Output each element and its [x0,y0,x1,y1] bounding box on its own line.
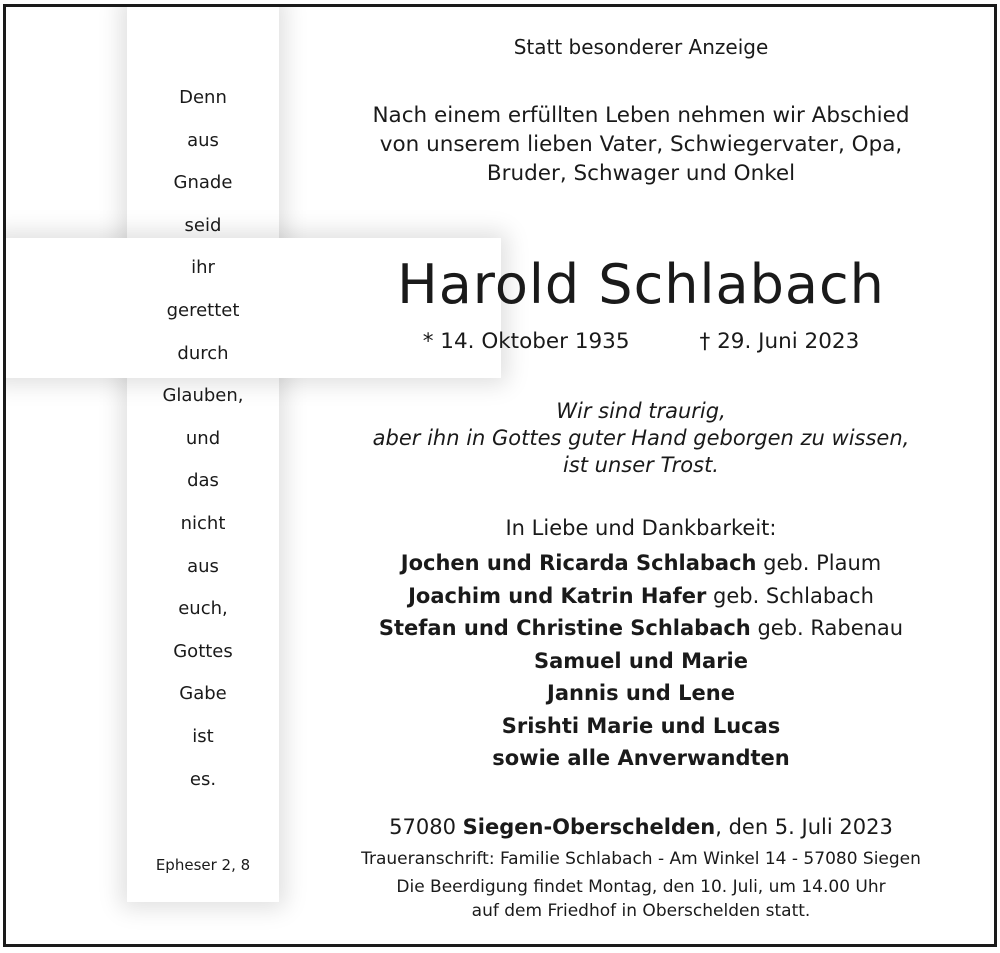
family-list [316,547,966,775]
verse-word: seid [184,214,222,236]
bible-verse [127,77,279,801]
verse-word: Gabe [179,683,227,705]
verse-word: nicht [180,512,226,534]
verse-word: und [185,427,221,449]
verse-word: aus [187,129,219,151]
intro-text: Nach einem erfüllten Leben nehmen wir Abschied von unserem lieben Vater, Schwiegervater, Opa, Bruder, Schwager und Onkel [372,103,910,186]
deceased-name: Harold Schlabach [397,253,885,316]
family-entry: Srishti Marie und Lucas [501,713,781,738]
funeral-info: Die Beerdigung findet Montag, den 10. Juli, um 14.00 Uhr auf dem Friedhof in Oberschelden statt. [396,877,886,921]
verse-word: es. [189,768,217,790]
verse-word: Gnade [173,172,233,194]
quote: Wir sind traurig, aber ihn in Gottes guter Hand geborgen zu wissen, ist unser Trost. [372,399,910,477]
header-line: Statt besonderer Anzeige [513,35,769,59]
verse-word: aus [187,555,219,577]
place-and-date: 57080 Siegen-Oberschelden, den 5. Juli 2023 [389,815,893,839]
verse-word: Denn [179,87,227,108]
life-dates [316,329,966,354]
verse-word: durch [177,342,229,364]
family-entry: sowie alle Anverwandten [492,746,790,770]
obituary-notice [3,4,997,947]
verse-word: gerettet [166,299,240,321]
verse-word: euch, [178,598,228,620]
death-date: † 29. Juni 2023 [699,329,860,354]
family-entry: Joachim und Katrin Hafer geb. Schlabach [408,583,874,608]
birth-date: * 14. Oktober 1935 [422,329,630,354]
verse-word: Gottes [173,640,233,662]
family-entry: Samuel und Marie [534,648,748,673]
verse-word: Glauben, [162,385,244,407]
mourning-address: Traueranschrift: Familie Schlabach - Am Winkel 14 - 57080 Siegen [361,849,921,869]
family-entry: Jannis und Lene [547,681,735,705]
verse-reference: Epheser 2, 8 [155,856,251,874]
verse-word: ihr [191,257,215,279]
thanks-intro: In Liebe und Dankbarkeit: [505,516,777,540]
verse-word: das [187,470,219,492]
family-entry: Stefan und Christine Schlabach geb. Rabenau [378,616,904,640]
family-entry: Jochen und Ricarda Schlabach geb. Plaum [400,551,882,575]
verse-word: ist [192,725,214,747]
